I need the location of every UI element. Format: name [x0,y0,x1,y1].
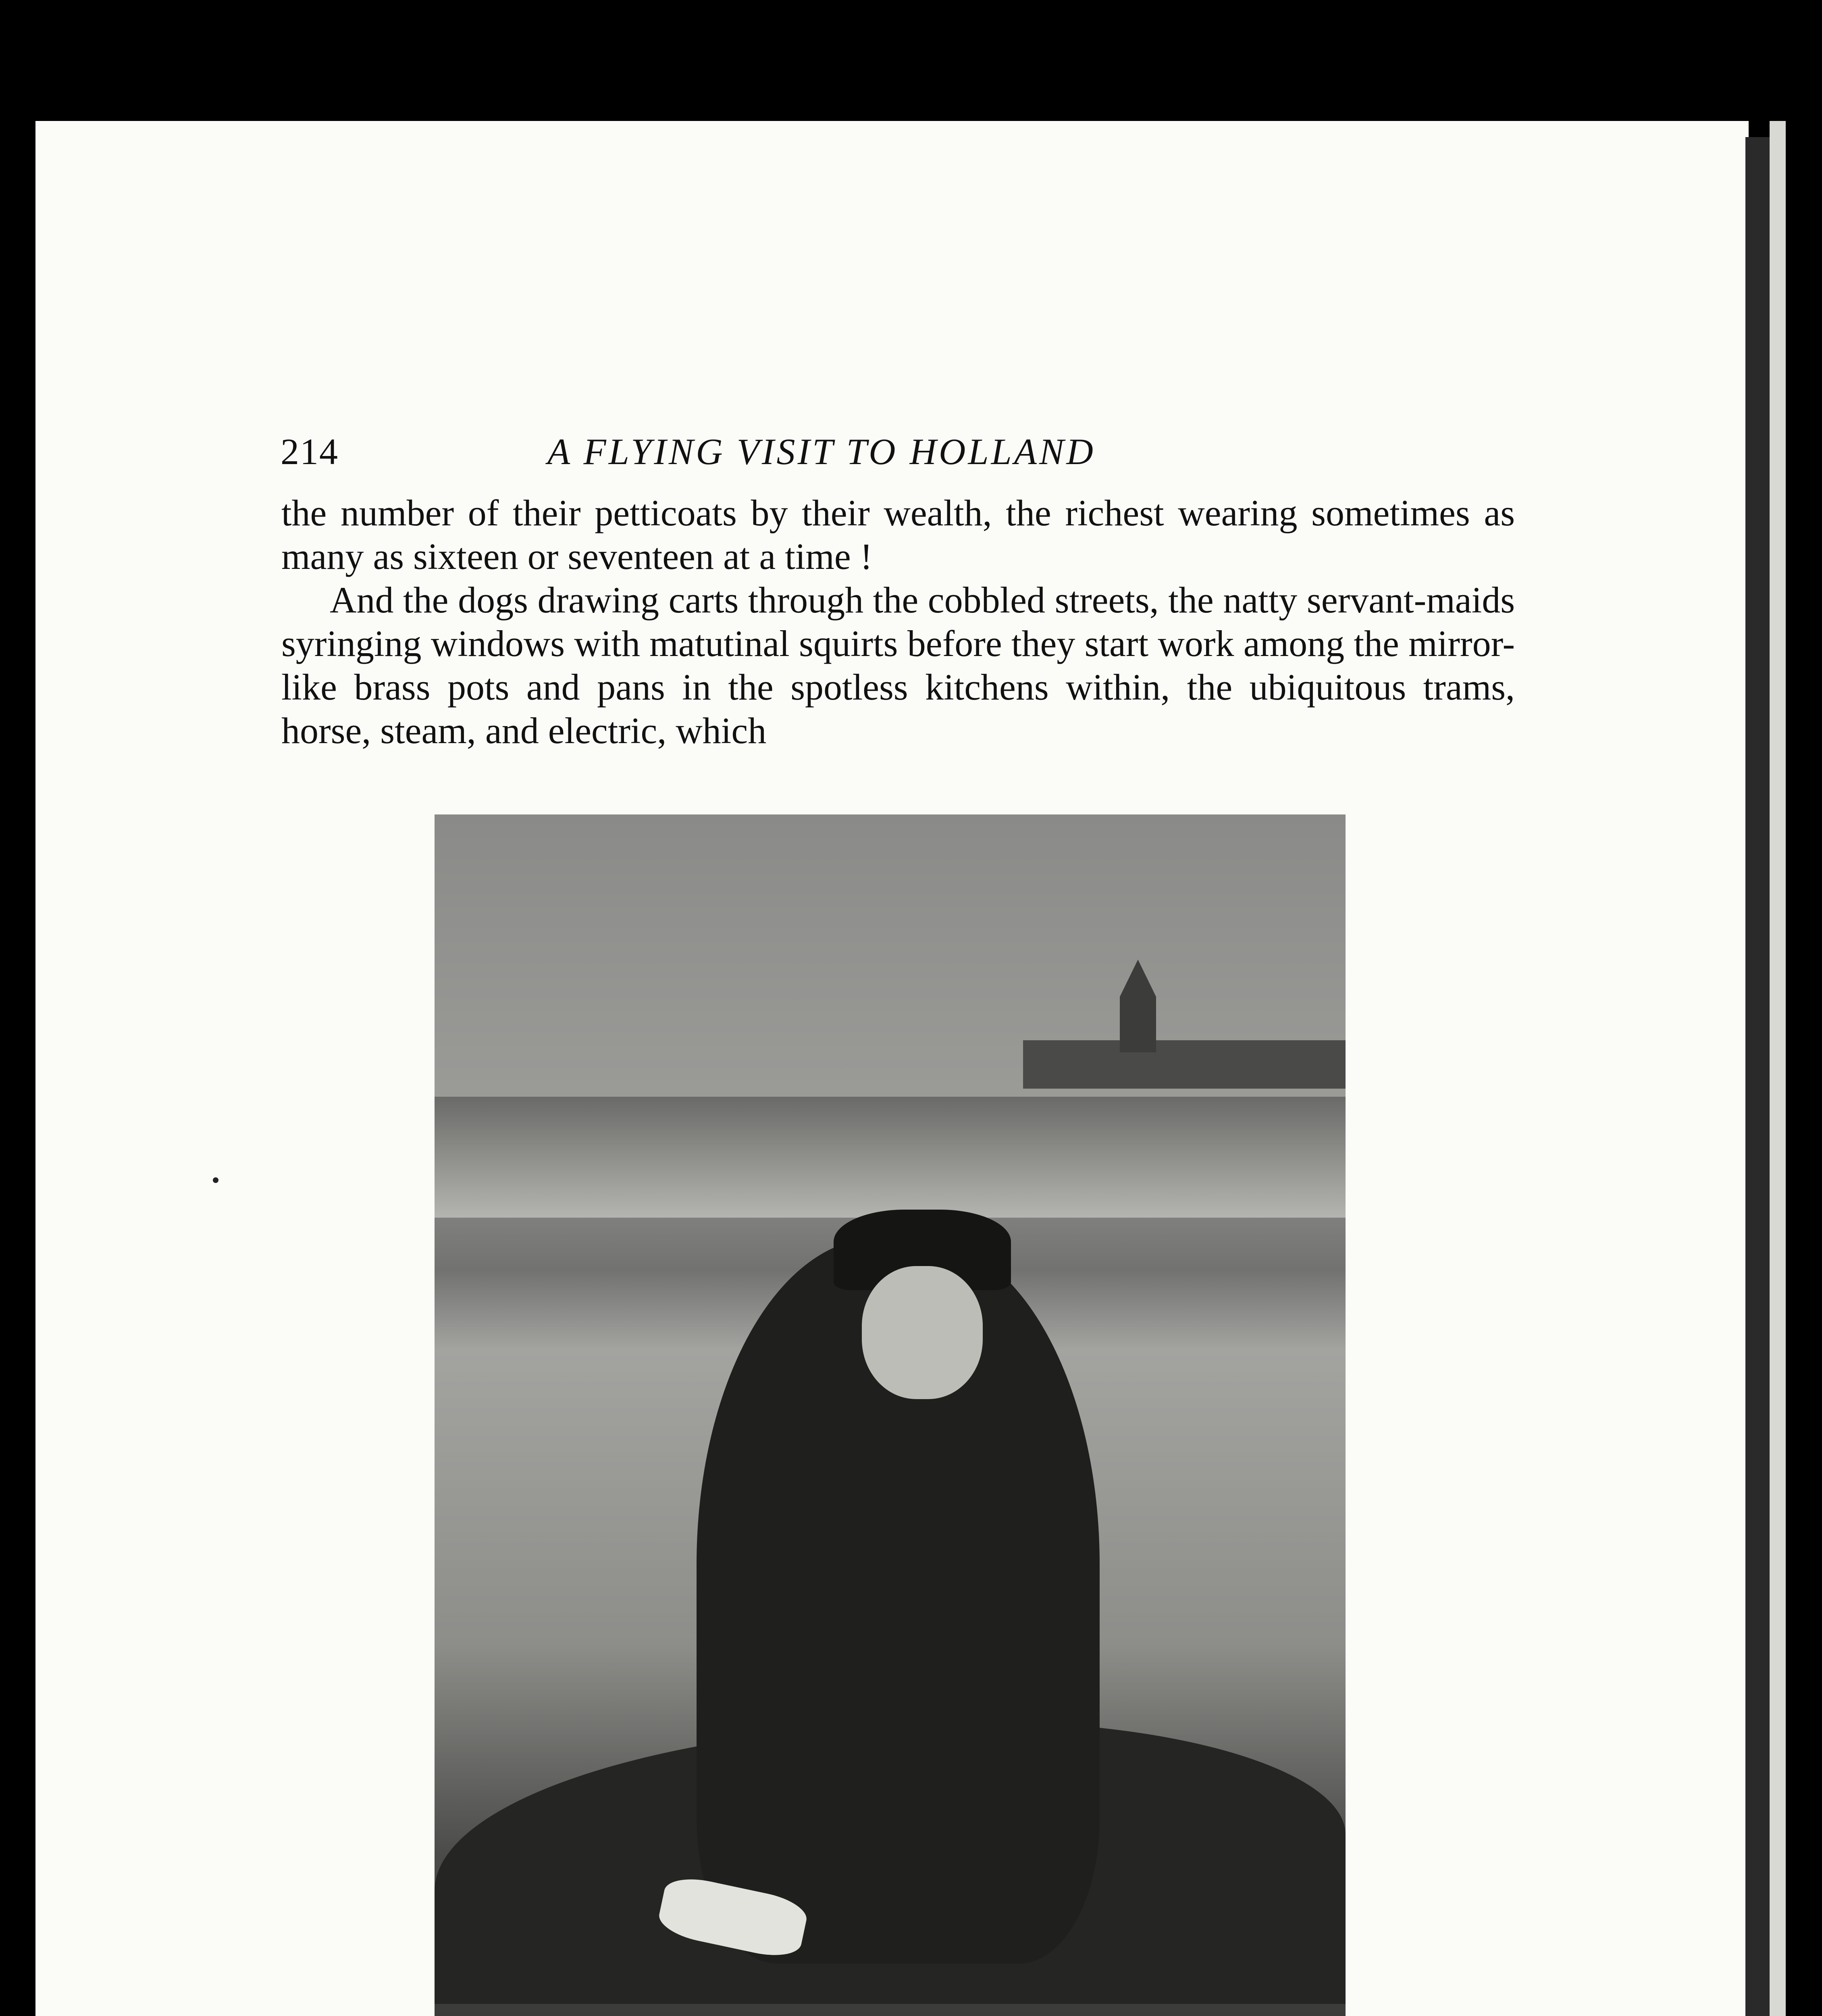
fisherman-photograph [435,814,1346,2016]
photo-face [862,1266,983,1399]
paragraph: the number of their petticoats by their wealth, the richest wearing sometimes as many as sixteen or seventeen at a time ! [281,492,1515,577]
body-text-top [281,491,1515,752]
photo-church-spire [1120,960,1156,1052]
book-page [35,121,1749,2016]
photo-shoreline [435,1097,1346,1218]
running-title: A FLYING VISIT TO HOLLAND [547,431,1096,472]
paragraph: And the dogs drawing carts through the cobbled streets, the natty servant-maids syringing windows with matutinal squirts before they start work among the mirror-like brass pots and pans in the spotless kitchens within, the ubiquitous trams, horse, steam, and electric, which [281,579,1515,751]
print-speck [213,1177,218,1183]
photo-village [1023,1040,1346,1089]
page-edge-shadow [1745,137,1770,2016]
page-header [35,427,1749,476]
page-edge [1770,121,1786,2016]
page-number: 214 [281,431,339,472]
